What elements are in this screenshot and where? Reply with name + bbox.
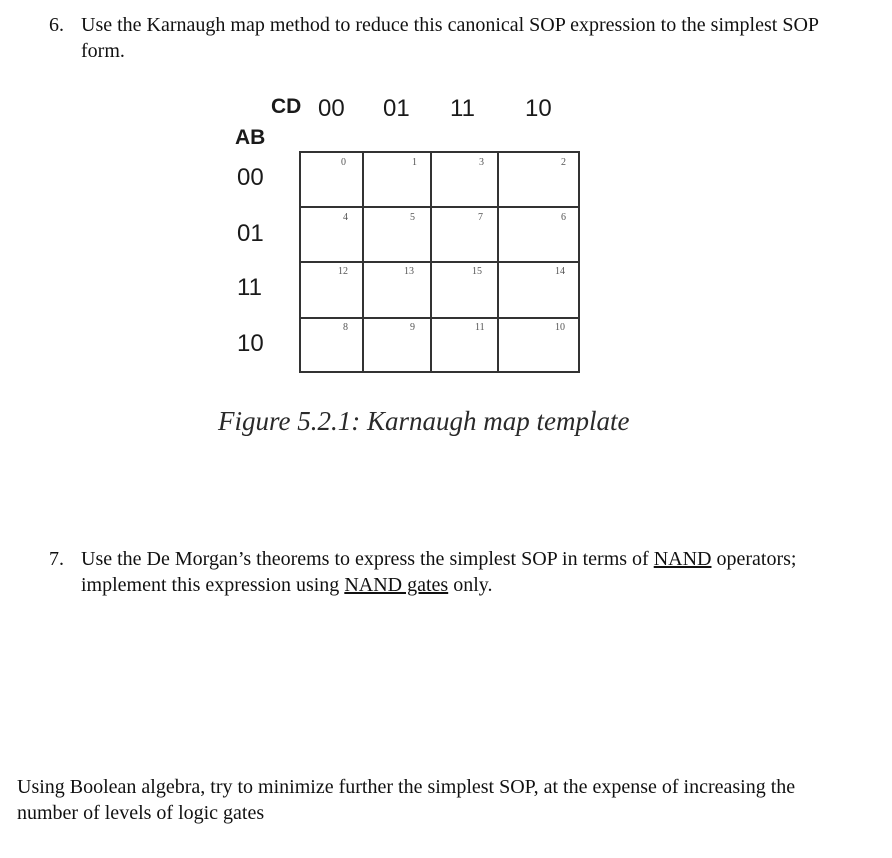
question-7-number: 7. xyxy=(49,548,64,570)
cell-6: 6 xyxy=(561,212,566,223)
grid-divider xyxy=(299,206,580,208)
cd-label: CD xyxy=(271,95,302,118)
grid-divider xyxy=(299,317,580,319)
row-header-11: 11 xyxy=(237,274,262,301)
q7-text-mid: operators; implement this expression using xyxy=(81,548,797,596)
col-header-11: 11 xyxy=(450,95,475,122)
boolean-algebra-task: Using Boolean algebra, try to minimize further the simplest SOP, at the expense of increasing the number of levels of logic gates xyxy=(17,776,796,824)
grid-divider xyxy=(430,151,432,373)
grid-divider xyxy=(299,261,580,263)
col-header-00: 00 xyxy=(318,95,345,122)
question-7-text xyxy=(81,546,871,598)
row-header-00: 00 xyxy=(237,164,264,191)
cell-4: 4 xyxy=(343,212,348,223)
cell-11: 11 xyxy=(475,322,485,333)
cell-0: 0 xyxy=(341,157,346,168)
cell-10: 10 xyxy=(555,322,565,333)
ab-label: AB xyxy=(235,126,266,149)
cell-14: 14 xyxy=(555,266,565,277)
row-header-10: 10 xyxy=(237,330,264,357)
cell-15: 15 xyxy=(472,266,482,277)
grid-divider xyxy=(362,151,364,373)
cell-9: 9 xyxy=(410,322,415,333)
cell-5: 5 xyxy=(410,212,415,223)
q7-text-before: Use the De Morgan’s theorems to express the simplest SOP in terms of xyxy=(81,548,654,570)
nand-term: NAND xyxy=(653,548,712,570)
col-header-10: 10 xyxy=(525,95,552,122)
col-header-01: 01 xyxy=(383,95,410,122)
cell-3: 3 xyxy=(479,157,484,168)
cell-1: 1 xyxy=(412,157,417,168)
nand-gates-term: NAND gates xyxy=(344,574,449,596)
row-header-01: 01 xyxy=(237,220,264,247)
cell-2: 2 xyxy=(561,157,566,168)
grid-divider xyxy=(497,151,499,373)
question-6-number: 6. xyxy=(49,14,64,36)
kmap-grid xyxy=(299,151,580,373)
q7-text-after: only. xyxy=(448,574,493,596)
question-6-text: Use the Karnaugh map method to reduce this canonical SOP expression to the simplest SOP form. xyxy=(81,14,819,62)
cell-13: 13 xyxy=(404,266,414,277)
cell-12: 12 xyxy=(338,266,348,277)
cell-8: 8 xyxy=(343,322,348,333)
cell-7: 7 xyxy=(478,212,483,223)
figure-caption: Figure 5.2.1: Karnaugh map template xyxy=(218,406,630,436)
